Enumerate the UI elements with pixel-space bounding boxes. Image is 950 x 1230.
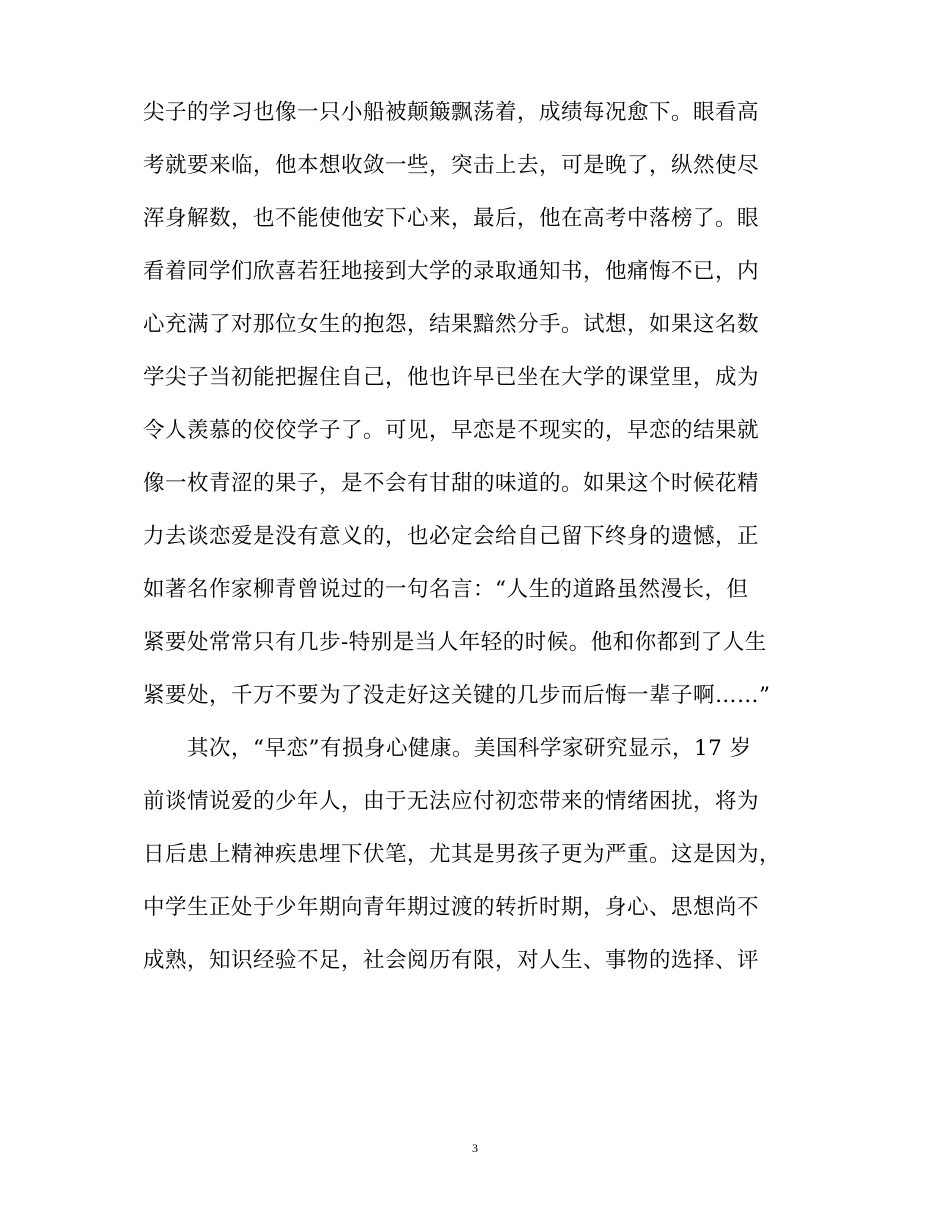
- text-line-17: 成熟，知识经验不足，社会阅历有限，对人生、事物的选择、评: [143, 948, 760, 973]
- text-line-2: 考就要来临，他本想收敛一些，突击上去，可是晚了，纵然使尽: [143, 153, 760, 178]
- text-line-9: 力去谈恋爱是没有意义的，也必定会给自己留下终身的遗憾，正: [143, 524, 760, 549]
- text-line-12: 紧要处，千万不要为了没走好这关键的几步而后悔一辈子啊……”: [143, 683, 771, 708]
- text-line-6: 学尖子当初能把握住自己，他也许早已坐在大学的课堂里，成为: [143, 365, 760, 390]
- text-line-10: 如著名作家柳青曾说过的一句名言：“人生的道路虽然漫长，但: [143, 577, 749, 602]
- text-line-16: 中学生正处于少年期向青年期过渡的转折时期，身心、思想尚不: [143, 895, 760, 920]
- text-line-8: 像一枚青涩的果子，是不会有甘甜的味道的。如果这个时候花精: [143, 471, 760, 496]
- text-line-4: 看着同学们欣喜若狂地接到大学的录取通知书，他痛悔不已，内: [143, 259, 760, 284]
- text-line-15: 日后患上精神疾患埋下伏笔，尤其是男孩子更为严重。这是因为，: [143, 842, 782, 867]
- body-text: [143, 86, 808, 987]
- text-line-13: 其次，“早恋”有损身心健康。美国科学家研究显示，17 岁: [143, 736, 752, 761]
- text-line-11: 紧要处常常只有几步-特别是当人年轻的时候。他和你都到了人生: [143, 630, 767, 655]
- text-line-14: 前谈情说爱的少年人，由于无法应付初恋带来的情绪困扰，将为: [143, 789, 760, 814]
- text-line-7: 令人羡慕的佼佼学子了。可见，早恋是不现实的，早恋的结果就: [143, 418, 760, 443]
- text-line-1: 尖子的学习也像一只小船被颠簸飘荡着，成绩每况愈下。眼看高: [143, 100, 760, 125]
- text-line-5: 心充满了对那位女生的抱怨，结果黯然分手。试想，如果这名数: [143, 312, 760, 337]
- text-line-3: 浑身解数，也不能使他安下心来，最后，他在高考中落榜了。眼: [143, 206, 760, 231]
- page-number: 3: [472, 1141, 478, 1155]
